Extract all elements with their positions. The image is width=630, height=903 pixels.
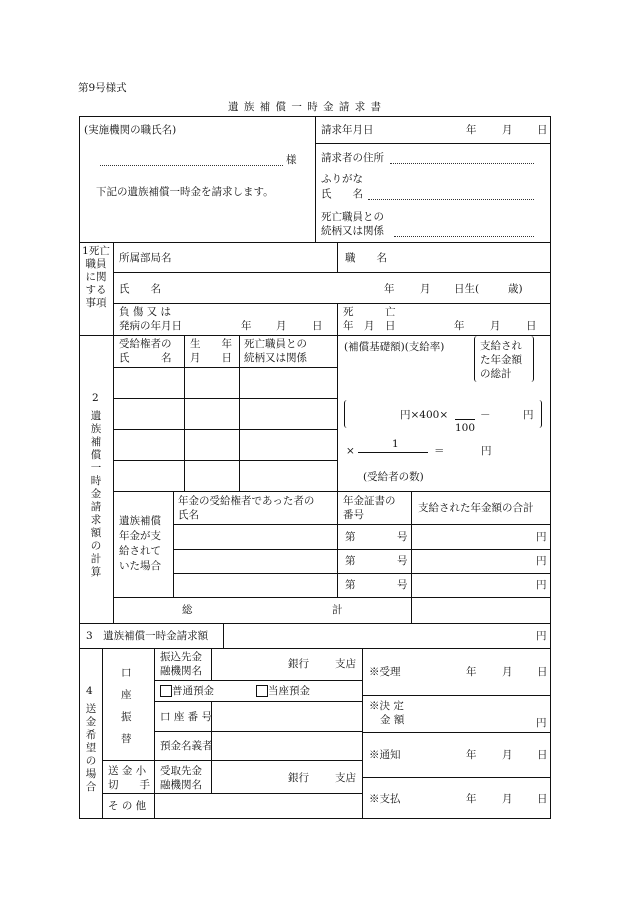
formula-minus: －: [480, 409, 491, 421]
branch-suffix: 支店: [335, 658, 356, 670]
claimant-name-field[interactable]: [368, 199, 534, 200]
payment-day: 日: [537, 793, 548, 805]
relation-field[interactable]: [394, 236, 534, 237]
injury-month: 月: [276, 320, 287, 332]
pension-case-label-4: いた場合: [119, 560, 161, 572]
decision-label-2: 金 額: [380, 714, 405, 726]
request-date-month: 月: [502, 124, 513, 136]
section3-yen: 円: [536, 630, 547, 642]
total-label-right: 計: [332, 604, 343, 616]
section4-number: 4: [86, 685, 93, 697]
formula-yen-result: 円: [481, 445, 492, 457]
notice-month: 月: [502, 749, 513, 761]
injury-day: 日: [312, 320, 323, 332]
request-date-year: 年: [466, 124, 477, 136]
received-year: 年: [466, 666, 477, 678]
paid-total-label-1: 支給され: [480, 340, 522, 352]
ordinary-deposit-checkbox[interactable]: [160, 685, 172, 697]
certificate-label-2: 番号: [343, 509, 364, 521]
cert-prefix-1: 第: [345, 531, 356, 543]
notice-year: 年: [466, 749, 477, 761]
claimant-name-label: 氏 名: [321, 188, 363, 200]
transfer-char-3: 振: [121, 711, 132, 723]
section4-label: 送金希望の場合: [85, 703, 97, 793]
beneficiary-name-label-1: 受給権者の: [119, 338, 172, 350]
receiving-bank-label-2: 融機関名: [160, 779, 202, 791]
honorific: 様: [286, 154, 297, 166]
address-label: 請求者の住所: [321, 152, 384, 164]
formula-yen-times: 円×400×: [400, 409, 449, 421]
cert-suffix-3: 号: [397, 579, 408, 591]
formula-equals: ＝: [434, 445, 445, 457]
cert-prefix-2: 第: [345, 555, 356, 567]
relation-label-2: 続柄又は関係: [321, 225, 384, 237]
bank-suffix: 銀行: [288, 658, 309, 670]
request-date-day: 日: [537, 124, 548, 136]
former-beneficiary-label-1: 年金の受給権者であった者の: [178, 495, 315, 507]
formula-yen-end: 円: [523, 409, 534, 421]
department-label: 所属部局名: [119, 252, 172, 264]
received-day: 日: [537, 666, 548, 678]
transfer-char-1: 口: [121, 667, 132, 679]
birth-month: 月: [420, 283, 431, 295]
agency-head-field[interactable]: [100, 165, 283, 166]
death-label-2: 年 月 日: [343, 320, 396, 332]
notice-label: ※通知: [369, 749, 401, 761]
death-day: 日: [526, 320, 537, 332]
form-number: 第9号様式: [78, 82, 127, 94]
section2-number: 2: [92, 392, 99, 404]
checking-deposit-label: 当座預金: [268, 685, 310, 697]
paid-total-label-2: た年金額: [480, 354, 522, 366]
checking-deposit-checkbox[interactable]: [256, 685, 268, 697]
cert-suffix-2: 号: [397, 555, 408, 567]
received-month: 月: [502, 666, 513, 678]
birth-year: 年: [384, 283, 395, 295]
furigana-label: ふりがな: [321, 173, 363, 185]
request-statement: 下記の遺族補償一時金を請求します。: [96, 186, 274, 198]
pension-case-label-1: 遺族補償: [119, 515, 161, 527]
death-year: 年: [454, 320, 465, 332]
beneficiary-relation-label-1: 死亡職員との: [244, 338, 307, 350]
yen-row-2: 円: [536, 555, 547, 567]
bank-label-1: 振込先金: [160, 651, 202, 663]
base-amount-label: (補償基礎額)(支給率): [344, 341, 445, 353]
birth-day: 日生(: [454, 283, 480, 295]
postal-check-label-2: 切 手: [108, 779, 150, 791]
bank-label-2: 融機関名: [160, 665, 202, 677]
age-suffix: 歳): [508, 283, 523, 295]
beneficiary-birth-label-2: 月 日: [190, 352, 232, 364]
payment-month: 月: [502, 793, 513, 805]
total-label-left: 総: [182, 604, 193, 616]
formula-times: ×: [346, 445, 355, 457]
address-field[interactable]: [390, 163, 534, 164]
receiving-branch-suffix: 支店: [335, 772, 356, 784]
pension-case-label-3: 給されて: [119, 545, 161, 557]
cert-prefix-3: 第: [345, 579, 356, 591]
cert-suffix-1: 号: [397, 531, 408, 543]
injury-year: 年: [241, 320, 252, 332]
beneficiary-birth-label-1: 生 年: [190, 338, 232, 350]
yen-row-3: 円: [536, 579, 547, 591]
section3-label: 3 遺族補償一時金請求額: [86, 630, 209, 642]
payment-year: 年: [466, 793, 477, 805]
account-number-label: 口 座 番 号: [160, 711, 213, 723]
paid-sum-label: 支給された年金額の合計: [418, 502, 534, 514]
deceased-name-label: 氏 名: [119, 283, 161, 295]
decision-yen: 円: [536, 717, 547, 729]
account-holder-label: 預金名義者: [160, 740, 213, 752]
decision-label-1: ※決 定: [369, 700, 404, 712]
notice-day: 日: [537, 749, 548, 761]
receiving-bank-suffix: 銀行: [288, 772, 309, 784]
yen-row-1: 円: [536, 531, 547, 543]
received-label: ※受理: [369, 666, 401, 678]
receiving-bank-label-1: 受取先金: [160, 765, 202, 777]
position-label: 職 名: [345, 252, 387, 264]
formula-denominator: 100: [455, 422, 476, 434]
beneficiary-count-label: (受給者の数): [363, 471, 424, 483]
death-month: 月: [490, 320, 501, 332]
pension-case-label-2: 年金が支: [119, 530, 161, 542]
postal-check-label-1: 送 金 小: [108, 765, 147, 777]
certificate-label-1: 年金証書の: [343, 495, 396, 507]
beneficiary-name-label-2: 氏 名: [119, 352, 172, 364]
ordinary-deposit-label: 普通預金: [172, 685, 214, 697]
transfer-char-2: 座: [121, 689, 132, 701]
formula-numerator: 1: [392, 438, 399, 450]
agency-head-label: (実施機関の職氏名): [84, 124, 177, 136]
beneficiary-relation-label-2: 続柄又は関係: [244, 352, 307, 364]
section1-label: 1死亡職員に関する事項: [82, 245, 110, 309]
paid-total-label-3: の総計: [480, 368, 512, 380]
other-label: そ の 他: [108, 800, 147, 812]
form-title: 遺 族 補 償 一 時 金 請 求 書: [228, 101, 383, 113]
injury-label-2: 発病の年月日: [119, 320, 182, 332]
section2-label: 遺族補償一時金請求額の計算: [90, 410, 102, 578]
request-date-label: 請求年月日: [321, 124, 374, 136]
injury-label-1: 負 傷 又 は: [119, 306, 172, 318]
payment-label: ※支払: [369, 793, 401, 805]
relation-label-1: 死亡職員との: [321, 211, 384, 223]
death-label-1: 死 亡: [343, 306, 396, 318]
former-beneficiary-label-2: 氏名: [178, 509, 199, 521]
transfer-char-4: 替: [121, 733, 132, 745]
